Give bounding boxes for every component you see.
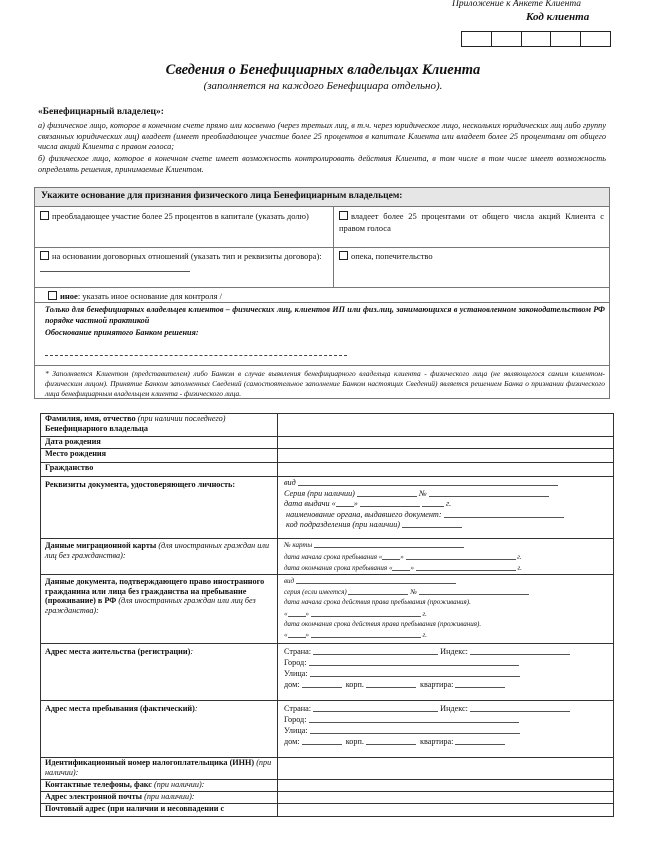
stay-flat-label: квартира:	[420, 737, 454, 746]
mig-no-label: № карты	[284, 541, 313, 549]
citizenship-label: Гражданство	[41, 463, 278, 477]
res-series-input[interactable]	[348, 586, 408, 595]
id-day-input[interactable]	[336, 498, 354, 507]
appendix-note: Приложение к Анкете Клиента	[452, 0, 582, 9]
private-practice-note: Только для бенефициарных владельцев клиентов – физических лиц, клиентов ИП или физ.лиц, занимающихся в установленном законодательством РФ порядке частной практикой	[45, 305, 605, 325]
stay-address-label: Адрес места пребывания (фактический):	[41, 701, 278, 758]
reg-street-input[interactable]	[310, 668, 520, 677]
mig-start-day[interactable]	[382, 551, 400, 560]
reg-block-label: корп.	[345, 680, 364, 689]
client-code-input[interactable]	[461, 31, 611, 47]
res-series-label: серия (если имеется)	[284, 588, 347, 597]
res-end-day[interactable]	[288, 629, 306, 638]
mig-label: Данные миграционной карты (для иностранных граждан или лиц без гражданства):	[41, 539, 278, 575]
basis-option-other-label: иное	[60, 291, 78, 301]
reg-house-label: дом:	[284, 680, 300, 689]
mig-fields: № карты дата начала срока пребывания « » г. дата окончания срока пребывания « » г.	[278, 539, 614, 575]
email-label: Адрес электронной почты (при наличии):	[41, 792, 278, 804]
stay-city-input[interactable]	[309, 714, 519, 723]
checkbox-icon[interactable]	[339, 211, 348, 220]
reg-address-label: Адрес места жительства (регистрации):	[41, 644, 278, 701]
res-start-day[interactable]	[288, 608, 306, 617]
bank-reason-label: Обоснование принятого Банком решения:	[45, 328, 199, 337]
id-issuer-input[interactable]	[444, 509, 564, 518]
res-end-label: дата окончания срока действия права пребывания (проживания).	[284, 619, 482, 628]
page-title: Сведения о Бенефициарных владельцах Клиента	[165, 62, 481, 78]
stay-street-input[interactable]	[310, 725, 520, 734]
stay-city-label: Город:	[284, 715, 307, 724]
res-start-month[interactable]	[311, 608, 421, 617]
client-code-label: Код клиента	[526, 11, 590, 23]
stay-index-input[interactable]	[470, 703, 570, 712]
id-type-input[interactable]	[298, 477, 558, 486]
basis-heading: Укажите основание для признания физического лица Бенефициарным владельцем:	[34, 187, 610, 207]
page-subtitle: (заполняется на каждого Бенефициара отдельно).	[203, 80, 443, 92]
checkbox-icon[interactable]	[40, 251, 49, 260]
checkbox-icon[interactable]	[339, 251, 348, 260]
id-month-input[interactable]	[360, 498, 420, 507]
mig-no-input[interactable]	[314, 539, 464, 548]
fio-label: Фамилия, имя, отчество (при наличии последнего) Бенефициарного владельца	[41, 414, 278, 437]
stay-house-input[interactable]	[302, 736, 342, 745]
basis-option-share-label: преобладающее участие более 25 процентов в капитале (указать долю)	[52, 211, 309, 221]
definition-b: б) физическое лицо, которое в конечном счете имеет возможность контролировать действия Клиента, в том числе в том числе имеет возможность определять решения, принимаемые Клиентом.	[38, 154, 606, 174]
inn-label: Идентификационный номер налогоплательщика (ИНН) (при наличии):	[41, 758, 278, 780]
checkbox-icon[interactable]	[40, 211, 49, 220]
basis-footnote: * Заполняется Клиентом (представителем) либо Банком в случае выявления бенефициарного владельца клиента - физического лица (не являющегося самим клиентом-физическим лицом). Принятие Банком заполненных Сведений (самостоятельное заполнение Банком настоящих Сведений) является решением Банка о признании физического лица бенефициарным владельцем клиента - физического лица.	[45, 369, 605, 398]
id-date-label: дата выдачи	[284, 499, 330, 508]
dob-label: Дата рождения	[41, 437, 278, 449]
id-code-label: код подразделения (при наличии)	[286, 520, 401, 529]
basis-row-divider	[34, 302, 610, 303]
res-type-input[interactable]	[296, 575, 456, 584]
id-no-input[interactable]	[429, 488, 549, 497]
phones-input[interactable]	[278, 780, 614, 792]
mig-end-label: дата окончания срока пребывания	[284, 564, 388, 572]
reg-address-fields	[278, 644, 614, 701]
email-input[interactable]	[278, 792, 614, 804]
stay-street-label: Улица:	[284, 726, 308, 735]
id-doc-label: Реквизиты документа, удостоверяющего личность:	[41, 477, 278, 539]
residence-doc-fields: вид серия (если имеется) № дата начала срока действия права пребывания (проживания). « » г. дата окончания срока действия права пребывания (проживания). « » г.	[278, 575, 614, 644]
id-series-input[interactable]	[357, 488, 417, 497]
id-year-input[interactable]	[422, 498, 444, 507]
inn-input[interactable]	[278, 758, 614, 780]
stay-country-label: Страна:	[284, 704, 312, 713]
definition-term: «Бенефициарный владелец»:	[38, 107, 164, 117]
id-doc-fields: вид Серия (при наличии) № дата выдачи « » г. наименование органа, выдавшего документ: код подразделения (при наличии)	[278, 477, 614, 539]
post-address-label: Почтовый адрес (при наличии и несовпадении с	[41, 804, 278, 817]
res-start-label: дата начала срока действия права пребывания (проживания).	[284, 598, 471, 607]
stay-block-label: корп.	[345, 737, 364, 746]
definition-a: а) физическое лицо, которое в конечном счете прямо или косвенно (через третьих лиц, в т.ч. через юридическое лицо, нескольких юридических лиц либо группу связанных юридических лиц) владеет (имеет преобладающее участие более 25 процентов в капитале Клиента или владеет более 25 процентами от общего числа акций Клиента с правом голоса;	[38, 121, 606, 151]
contract-input[interactable]	[40, 263, 190, 272]
res-no-input[interactable]	[419, 586, 529, 595]
id-type-label: вид	[284, 478, 296, 487]
id-issuer-label: наименование органа, выдавшего документ:	[286, 509, 442, 519]
beneficiary-table	[40, 413, 614, 817]
id-code-input[interactable]	[402, 519, 462, 528]
reg-country-label: Страна:	[284, 647, 312, 656]
stay-address-fields	[278, 701, 614, 758]
reg-country-input[interactable]	[313, 646, 438, 655]
basis-option-other-text: : указать иное основание для контроля /	[77, 291, 222, 301]
id-series-label: Серия (при наличии)	[284, 488, 355, 498]
reg-city-input[interactable]	[309, 657, 519, 666]
stay-house-label: дом:	[284, 737, 300, 746]
res-type-label: вид	[284, 577, 295, 585]
reg-index-input[interactable]	[470, 646, 570, 655]
reg-flat-input[interactable]	[455, 679, 505, 688]
bank-reason-input[interactable]	[45, 355, 347, 356]
post-address-input[interactable]	[278, 804, 614, 817]
stay-block-input[interactable]	[366, 736, 416, 745]
basis-option-guardianship[interactable]	[339, 251, 604, 263]
stay-flat-input[interactable]	[455, 736, 505, 745]
basis-option-share[interactable]	[40, 211, 328, 223]
pob-input[interactable]	[278, 449, 614, 463]
res-end-month[interactable]	[311, 629, 421, 638]
reg-house-input[interactable]	[302, 679, 342, 688]
pob-label: Место рождения	[41, 449, 278, 463]
mig-end-month[interactable]	[416, 562, 516, 571]
phones-label: Контактные телефоны, факс (при наличии):	[41, 780, 278, 792]
stay-index-label: Индекс:	[440, 704, 468, 713]
stay-country-input[interactable]	[313, 703, 438, 712]
basis-row-divider-2	[34, 365, 610, 366]
mig-start-month[interactable]	[406, 551, 516, 560]
checkbox-icon[interactable]	[48, 291, 57, 300]
id-no-label: №	[418, 488, 427, 498]
reg-street-label: Улица:	[284, 669, 308, 678]
basis-option-shares[interactable]	[339, 211, 604, 234]
basis-option-shares-label: владеет более 25 процентами от общего числа акций Клиента с правом голоса	[339, 211, 604, 233]
mig-start-label: дата начала срока пребывания	[284, 552, 377, 561]
basis-option-contract[interactable]	[40, 251, 328, 274]
dob-input[interactable]	[278, 437, 614, 449]
citizenship-input[interactable]	[278, 463, 614, 477]
reg-block-input[interactable]	[366, 679, 416, 688]
basis-option-contract-label: на основании договорных отношений (указать тип и реквизиты договора):	[52, 251, 322, 261]
id-year-label: г.	[446, 499, 452, 508]
basis-option-guardianship-label: опека, попечительство	[351, 251, 433, 261]
fio-input[interactable]	[278, 414, 614, 437]
reg-flat-label: квартира:	[420, 680, 454, 689]
basis-option-other[interactable]	[48, 291, 222, 301]
reg-index-label: Индекс:	[440, 647, 468, 656]
residence-doc-label: Данные документа, подтверждающего право иностранного гражданина или лица без гражданства на пребывание (проживание) в РФ (для иностранных граждан или лиц без гражданства):	[41, 575, 278, 644]
mig-end-day[interactable]	[392, 562, 410, 571]
reg-city-label: Город:	[284, 658, 307, 667]
